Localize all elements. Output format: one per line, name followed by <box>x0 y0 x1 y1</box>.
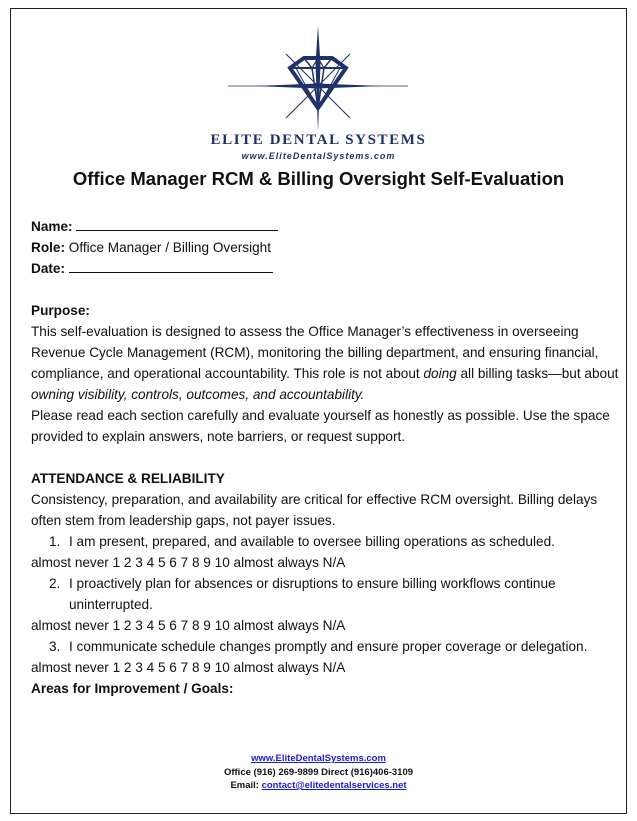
footer <box>0 752 637 793</box>
question-item <box>31 636 621 657</box>
question-item <box>31 573 621 615</box>
name-field-row <box>31 216 621 237</box>
question-number: 2. <box>49 576 61 591</box>
attendance-intro: Consistency, preparation, and availability are critical for effective RCM oversight. Billing delays often stem from leadership gaps, not payer issues. <box>31 492 598 528</box>
rating-scale[interactable]: almost never 1 2 3 4 5 6 7 8 9 10 almost always N/A <box>31 660 346 675</box>
footer-website-link[interactable]: www.EliteDentalSystems.com <box>251 753 386 764</box>
purpose-text-b: all billing tasks—but about <box>456 366 619 381</box>
diamond-star-logo-icon <box>228 24 408 136</box>
purpose-text-a: This self-evaluation is designed to assess the Office Manager’s effectiveness in overseeing Revenue Cycle Management (RCM), monitoring the billing department, and ensuring financial, compliance, and operational accountability. This role is not about <box>31 324 599 381</box>
footer-email-label: Email: <box>230 780 259 791</box>
question-text: I communicate schedule changes promptly and ensure proper coverage or delegation. <box>69 639 588 654</box>
rating-scale[interactable]: almost never 1 2 3 4 5 6 7 8 9 10 almost always N/A <box>31 555 346 570</box>
purpose-doing: doing <box>423 366 457 381</box>
date-field-row <box>31 258 621 279</box>
name-label: Name: <box>31 219 73 234</box>
page-title: Office Manager RCM & Billing Oversight Self-Evaluation <box>72 168 565 189</box>
purpose-italic: owning visibility, controls, outcomes, and accountability. <box>31 387 365 402</box>
purpose-paragraph <box>31 321 621 405</box>
name-blank-line[interactable] <box>76 216 278 231</box>
question-text: I am present, prepared, and available to oversee billing operations as scheduled. <box>69 534 555 549</box>
purpose-heading: Purpose: <box>31 303 90 318</box>
improvement-label: Areas for Improvement / Goals: <box>31 681 234 696</box>
attendance-heading: ATTENDANCE & RELIABILITY <box>31 471 225 486</box>
date-label: Date: <box>31 261 65 276</box>
rating-scale[interactable]: almost never 1 2 3 4 5 6 7 8 9 10 almost always N/A <box>31 618 346 633</box>
question-text: I proactively plan for absences or disruptions to ensure billing workflows continue uninterrupted. <box>69 576 556 612</box>
footer-phones: Office (916) 269-9899 Direct (916)406-3109 <box>223 766 414 778</box>
question-number: 3. <box>49 639 61 654</box>
brand-url: www.EliteDentalSystems.com <box>241 151 396 161</box>
question-item <box>31 531 621 552</box>
role-value: Office Manager / Billing Oversight <box>68 240 271 255</box>
role-label: Role: <box>31 240 65 255</box>
document-body <box>31 216 621 699</box>
purpose-paragraph-2: Please read each section carefully and evaluate yourself as honestly as possible. Use the space provided to explain answers, note barriers, or request support. <box>31 408 610 444</box>
question-number: 1. <box>49 534 61 549</box>
footer-email-link[interactable]: contact@elitedentalservices.net <box>261 780 407 791</box>
date-blank-line[interactable] <box>69 258 273 273</box>
role-field-row <box>31 237 621 258</box>
brand-name: ELITE DENTAL SYSTEMS <box>210 132 427 148</box>
